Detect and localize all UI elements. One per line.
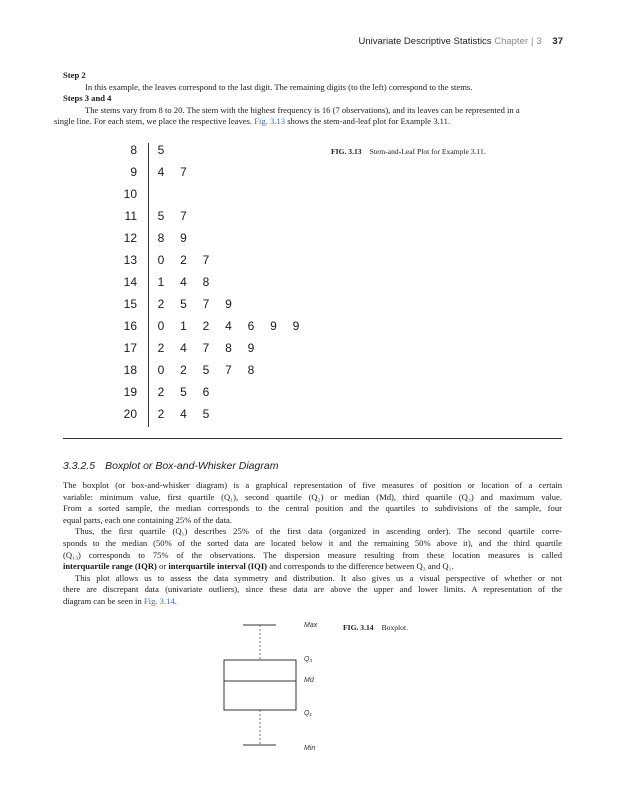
md-label: Md <box>304 677 314 684</box>
stem-value: 17 <box>123 341 137 355</box>
leaf-value: 5 <box>180 297 187 311</box>
para3-line: there are discrepant data (univariate outliers), since these data are above the upper and lower limits. A representation of the <box>63 584 562 595</box>
leaf-value: 0 <box>157 363 165 377</box>
leaf-value: 2 <box>157 341 165 355</box>
steps34-heading: Steps 3 and 4 <box>63 93 112 104</box>
leaf-value: 7 <box>202 297 210 311</box>
fig-3-13-label: FIG. 3.13 <box>331 147 362 156</box>
steps34-line1: The stems vary from 8 to 20. The stem with the highest frequency is 16 (7 observations), and its leaves can be represented in a <box>85 104 520 115</box>
fig-3-13-link[interactable]: Fig. 3.13 <box>254 116 286 127</box>
step2-heading: Step 2 <box>63 70 86 80</box>
fig-3-14-link[interactable]: Fig. 3.14 <box>143 595 175 606</box>
chapter-label: Chapter <box>494 36 529 47</box>
step2-text: In this example, the leaves correspond to the last digit. The remaining digits (to the left) correspond to the stems. <box>85 81 473 92</box>
iqr-term: interquartile range (IQR) <box>63 561 157 572</box>
leaf-value: 8 <box>225 341 232 355</box>
leaf-value: 6 <box>247 319 255 333</box>
q3-label: Q₃ <box>304 656 313 663</box>
stem-value: 13 <box>123 253 137 267</box>
leaf-value: 8 <box>157 231 165 245</box>
leaf-value: 2 <box>157 385 165 399</box>
para1-line: The boxplot (or box-and-whisker diagram) is a graphical representation of five measures of position or location of a certain <box>63 480 562 490</box>
stem-value: 15 <box>123 297 137 311</box>
q1-label: Q₁ <box>304 710 312 717</box>
running-header: Univariate Descriptive Statistics Chapter | 3 37 <box>358 36 563 47</box>
leaf-value: 5 <box>180 385 187 399</box>
chapter-number: 3 <box>536 36 542 47</box>
leaf-value: 4 <box>180 407 187 421</box>
leaf-value: 7 <box>180 209 187 223</box>
para2-line: sponds to the median (50% of the sorted data are located below it and the remaining 50% above it), and the third quartile <box>63 537 562 548</box>
para2-line: interquartile range (IQR) or interquartile interval (IQI) and corresponds to the difference between Q₃ and Q₁. <box>63 561 454 572</box>
section-number: 3.3.2.5 <box>63 460 96 472</box>
stem-value: 16 <box>123 319 137 333</box>
stem-value: 18 <box>123 363 137 377</box>
stem-value: 9 <box>130 165 137 179</box>
fig-3-13-caption-text: Stem-and-Leaf Plot for Example 3.11. <box>369 147 486 156</box>
fig-3-14-label: FIG. 3.14 <box>343 623 374 632</box>
leaf-value: 5 <box>157 209 165 223</box>
leaf-value: 2 <box>157 407 165 421</box>
leaf-value: 5 <box>202 407 210 421</box>
steps34-line2: single line. For each stem, we place the respective leaves. Fig. 3.13 shows the stem-and-leaf plot for Example 3.11. <box>54 116 451 127</box>
iqi-term: interquartile interval (IQI) <box>168 561 268 572</box>
min-label: Min <box>304 745 316 752</box>
leaf-value: 2 <box>180 253 187 267</box>
leaf-value: 5 <box>157 143 165 157</box>
leaf-value: 4 <box>225 319 232 333</box>
para2-line: (Q₁₃) corresponds to 75% of the observations. The dispersion measure resulting from these location measures is called <box>63 549 562 560</box>
leaf-value: 9 <box>225 297 232 311</box>
leaf-value: 2 <box>202 319 210 333</box>
para1-line: variable: minimum value, first quartile (Q₁), second quartile (Q₂) or median (Md), third quartile (Q₃) and maximum value. <box>63 491 562 502</box>
para1-line: equal parts, each one containing 25% of the data. <box>63 514 232 525</box>
stem-value: 8 <box>130 143 137 157</box>
stem-value: 11 <box>124 209 137 223</box>
stem-value: 12 <box>123 231 137 245</box>
leaf-value: 1 <box>157 275 165 289</box>
fig-3-14-caption-text: Boxplot. <box>381 623 408 632</box>
leaf-value: 7 <box>202 341 210 355</box>
para1-line: From a sorted sample, the median corresponds to the central position and the quartiles to subdivisions of the sample, four <box>63 503 562 514</box>
leaf-value: 0 <box>157 253 165 267</box>
leaf-value: 4 <box>157 165 165 179</box>
leaf-value: 7 <box>202 253 210 267</box>
leaf-value: 1 <box>180 319 187 333</box>
stem-value: 10 <box>123 187 137 201</box>
box <box>224 660 296 710</box>
leaf-value: 2 <box>180 363 187 377</box>
max-label: Max <box>304 622 318 629</box>
para3-line: diagram can be seen in Fig. 3.14. <box>63 595 177 606</box>
leaf-value: 9 <box>292 319 300 333</box>
leaf-value: 7 <box>180 165 187 179</box>
stem-value: 20 <box>123 407 137 421</box>
para3-line: This plot allows us to assess the data symmetry and distribution. It also gives us a visual perspective of whether or not <box>75 572 562 583</box>
leaf-value: 6 <box>202 385 210 399</box>
leaf-value: 7 <box>225 363 232 377</box>
leaf-value: 4 <box>180 275 187 289</box>
leaf-value: 8 <box>247 363 255 377</box>
para2-line: Thus, the first quartile (Q₁) describes 25% of the first data (organized in ascending order). The second quartile corre- <box>75 526 562 537</box>
leaf-value: 2 <box>157 297 165 311</box>
leaf-value: 4 <box>180 341 187 355</box>
leaf-value: 9 <box>180 231 187 245</box>
page-number: 37 <box>552 36 563 47</box>
stem-value: 14 <box>123 275 137 289</box>
leaf-value: 9 <box>270 319 277 333</box>
leaf-value: 5 <box>202 363 210 377</box>
leaf-value: 8 <box>202 275 210 289</box>
section-title: Boxplot or Box-and-Whisker Diagram <box>105 460 279 472</box>
stem-value: 19 <box>123 385 137 399</box>
leaf-value: 0 <box>157 319 165 333</box>
fig-3-14-caption <box>343 623 408 632</box>
running-title: Univariate Descriptive Statistics <box>358 36 492 47</box>
leaf-value: 9 <box>247 341 255 355</box>
